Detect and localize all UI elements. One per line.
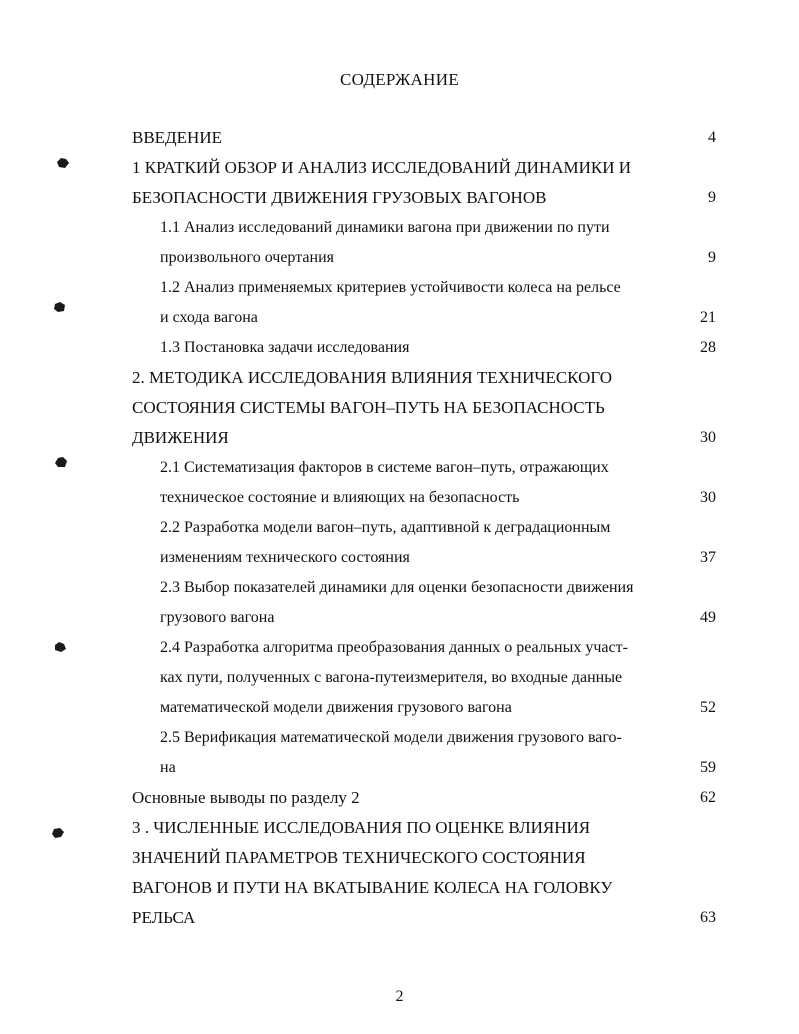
toc-entry-text: ВАГОНОВ И ПУТИ НА ВКАТЫВАНИЕ КОЛЕСА НА ГОЛОВКУ xyxy=(132,878,613,897)
toc-entry-text: 2.5 Верификация математической модели движения грузового ваго- xyxy=(160,729,622,746)
toc-entry-line-with-leader xyxy=(132,126,680,150)
toc-entry-text: СОСТОЯНИЯ СИСТЕМЫ ВАГОН–ПУТЬ НА БЕЗОПАСНОСТЬ xyxy=(132,398,605,417)
toc-entry-line-with-leader xyxy=(160,486,680,510)
toc-entry-text: 3 . ЧИСЛЕННЫЕ ИССЛЕДОВАНИЯ ПО ОЦЕНКЕ ВЛИЯНИЯ xyxy=(132,818,591,837)
toc-entry-text: РЕЛЬСА xyxy=(132,908,196,927)
page-number: 2 xyxy=(395,988,404,1005)
toc-page-number: 21 xyxy=(700,309,716,326)
toc-entry-text: произвольного очертания xyxy=(160,249,334,266)
toc-entry-text: на xyxy=(160,759,176,776)
punch-mark-icon xyxy=(50,826,66,840)
toc-entry-text: 2.2 Разработка модели вагон–путь, адаптивной к деградационным xyxy=(160,519,611,536)
toc-page-number: 62 xyxy=(700,789,716,806)
toc-page-number: 37 xyxy=(700,549,716,566)
toc-entry-text: ВВЕДЕНИЕ xyxy=(132,128,222,147)
toc-entry-text: ках пути, полученных с вагона-путеизмерителя, во входные данные xyxy=(160,669,623,686)
toc-entry-text: техническое состояние и влияющих на безопасность xyxy=(160,489,520,506)
toc-entry-text: БЕЗОПАСНОСТИ ДВИЖЕНИЯ ГРУЗОВЫХ ВАГОНОВ xyxy=(132,188,547,207)
toc-entry-text: 2. МЕТОДИКА ИССЛЕДОВАНИЯ ВЛИЯНИЯ ТЕХНИЧЕСКОГО xyxy=(132,368,613,387)
toc-entry-line xyxy=(160,216,720,240)
toc-entry-line xyxy=(132,846,720,870)
toc-page-number: 59 xyxy=(700,759,716,776)
toc-entry-line xyxy=(132,816,720,840)
toc-entry-text: Основные выводы по разделу 2 xyxy=(132,788,360,807)
toc-entry-line xyxy=(132,396,720,420)
toc-entry-line xyxy=(160,456,720,480)
toc-entry-text: 1 КРАТКИЙ ОБЗОР И АНАЛИЗ ИССЛЕДОВАНИЙ ДИНАМИКИ И xyxy=(132,158,632,177)
toc-entry-line-with-leader xyxy=(160,756,680,780)
punch-mark-icon xyxy=(55,156,71,170)
toc-entry-line xyxy=(160,666,720,690)
toc-entry-line-with-leader xyxy=(160,696,680,720)
toc-page-number: 4 xyxy=(708,129,716,146)
punch-mark-icon xyxy=(53,455,69,469)
toc-page-number: 30 xyxy=(700,489,716,506)
toc-entry-text: ЗНАЧЕНИЙ ПАРАМЕТРОВ ТЕХНИЧЕСКОГО СОСТОЯНИЯ xyxy=(132,848,586,867)
toc-entry-text: 2.4 Разработка алгоритма преобразования данных о реальных участ- xyxy=(160,639,628,656)
toc-entry-line-with-leader xyxy=(160,606,680,630)
punch-mark-icon xyxy=(52,640,68,654)
toc-entry-text: 2.1 Систематизация факторов в системе вагон–путь, отражающих xyxy=(160,459,609,476)
page-title: СОДЕРЖАНИЕ xyxy=(339,70,460,89)
toc-entry-line xyxy=(160,516,720,540)
toc-entry-line xyxy=(132,366,720,390)
toc-entry-line-with-leader xyxy=(132,906,680,930)
toc-page-number: 63 xyxy=(700,909,716,926)
toc-entry-text: 1.3 Постановка задачи исследования xyxy=(160,339,410,356)
toc-entry-text: ДВИЖЕНИЯ xyxy=(132,428,229,447)
toc-entry-line xyxy=(160,726,720,750)
toc-entry-line xyxy=(160,276,720,300)
toc-entry-line xyxy=(160,636,720,660)
toc-entry-line-with-leader xyxy=(132,186,680,210)
toc-entry-line xyxy=(132,156,720,180)
toc-entry-text: грузового вагона xyxy=(160,609,275,626)
toc-entry-line-with-leader xyxy=(132,426,680,450)
toc-page-number: 28 xyxy=(700,339,716,356)
toc-entry-line xyxy=(160,576,720,600)
toc-entry-line-with-leader xyxy=(160,246,680,270)
toc-entry-text: 1.1 Анализ исследований динамики вагона при движении по пути xyxy=(160,219,610,236)
toc-entry-line-with-leader xyxy=(160,306,680,330)
toc-page-number: 49 xyxy=(700,609,716,626)
toc-entry-text: 2.3 Выбор показателей динамики для оценки безопасности движения xyxy=(160,579,634,596)
toc-entry-text: математической модели движения грузового вагона xyxy=(160,699,512,716)
toc-page-number: 30 xyxy=(700,429,716,446)
toc-entry-text: 1.2 Анализ применяемых критериев устойчивости колеса на рельсе xyxy=(160,279,621,296)
toc-entry-line-with-leader xyxy=(160,546,680,570)
toc-entry-line-with-leader xyxy=(132,786,680,810)
toc-page-number: 9 xyxy=(708,249,716,266)
punch-mark-icon xyxy=(52,300,68,314)
toc-page-number: 52 xyxy=(700,699,716,716)
toc-entry-line-with-leader xyxy=(160,336,680,360)
toc-entry-text: изменениям технического состояния xyxy=(160,549,410,566)
toc-entry-text: и схода вагона xyxy=(160,309,258,326)
toc-entry-line xyxy=(132,876,720,900)
toc-page-number: 9 xyxy=(708,189,716,206)
